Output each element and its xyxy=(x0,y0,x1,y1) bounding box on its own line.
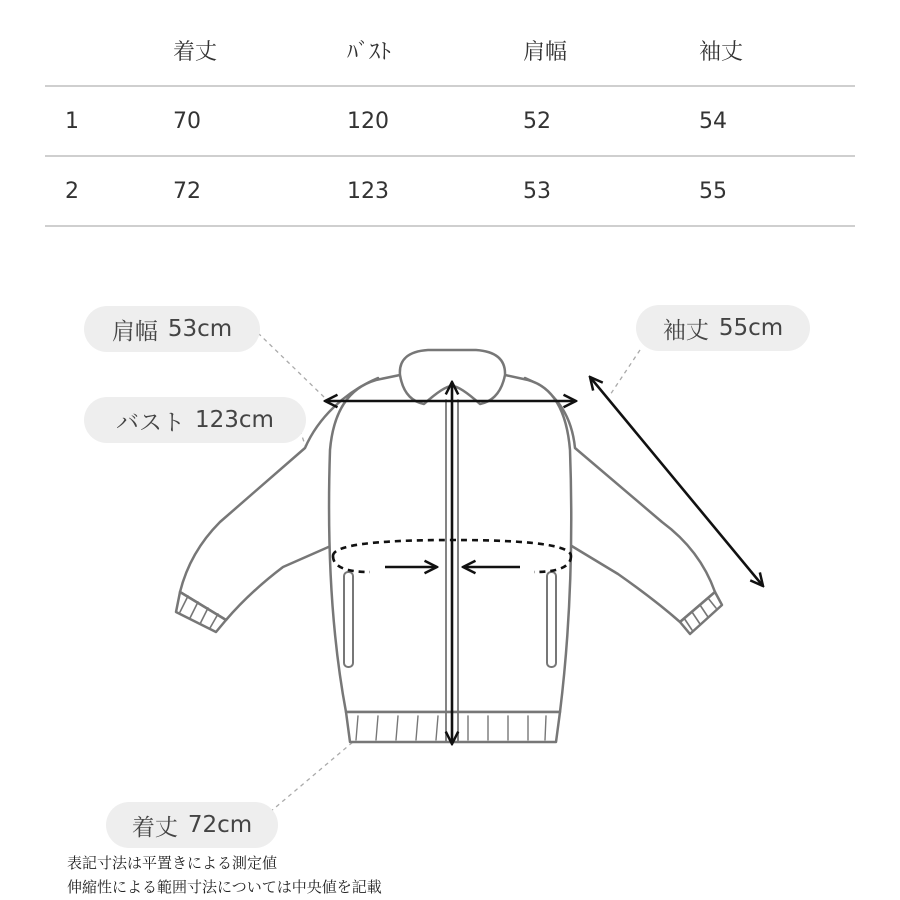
length-label-name: 着丈 xyxy=(131,814,178,841)
header-cell-shoulder: 肩幅 xyxy=(523,39,568,65)
left-pocket xyxy=(344,572,353,667)
sleeve-label-name: 袖丈 xyxy=(662,317,709,344)
shoulder-label-value: 53cm xyxy=(167,316,233,342)
bust-label-name: バスト xyxy=(116,409,186,436)
bust-label xyxy=(84,397,306,443)
length-label xyxy=(106,802,278,848)
sleeve-label xyxy=(636,305,810,351)
bust-label-value: 123cm xyxy=(195,407,274,433)
sleeve-cell: 55 xyxy=(699,178,727,204)
length-label-value: 72cm xyxy=(187,812,253,838)
sleeve-label-value: 55cm xyxy=(718,315,784,341)
size-cell: 1 xyxy=(65,108,79,134)
size-cell: 2 xyxy=(65,178,79,204)
header-cell-bust: ﾊﾞｽﾄ xyxy=(347,39,392,65)
bust-cell: 120 xyxy=(347,108,389,134)
sleeve-cell: 54 xyxy=(699,108,727,134)
length-cell: 72 xyxy=(173,178,201,204)
stretch-note: 伸縮性による範囲寸法については中央値を記載 xyxy=(67,878,382,896)
shoulder-label xyxy=(84,306,260,352)
shoulder-cell: 52 xyxy=(523,108,551,134)
header-cell-sleeve: 袖丈 xyxy=(699,39,744,65)
shoulder-cell: 53 xyxy=(523,178,551,204)
shoulder-label-name: 肩幅 xyxy=(111,318,158,345)
bust-cell: 123 xyxy=(347,178,389,204)
header-cell-length: 着丈 xyxy=(173,39,218,65)
right-pocket xyxy=(547,572,556,667)
length-cell: 70 xyxy=(173,108,201,134)
measurement-note: 表記寸法は平置きによる測定値 xyxy=(67,854,278,872)
